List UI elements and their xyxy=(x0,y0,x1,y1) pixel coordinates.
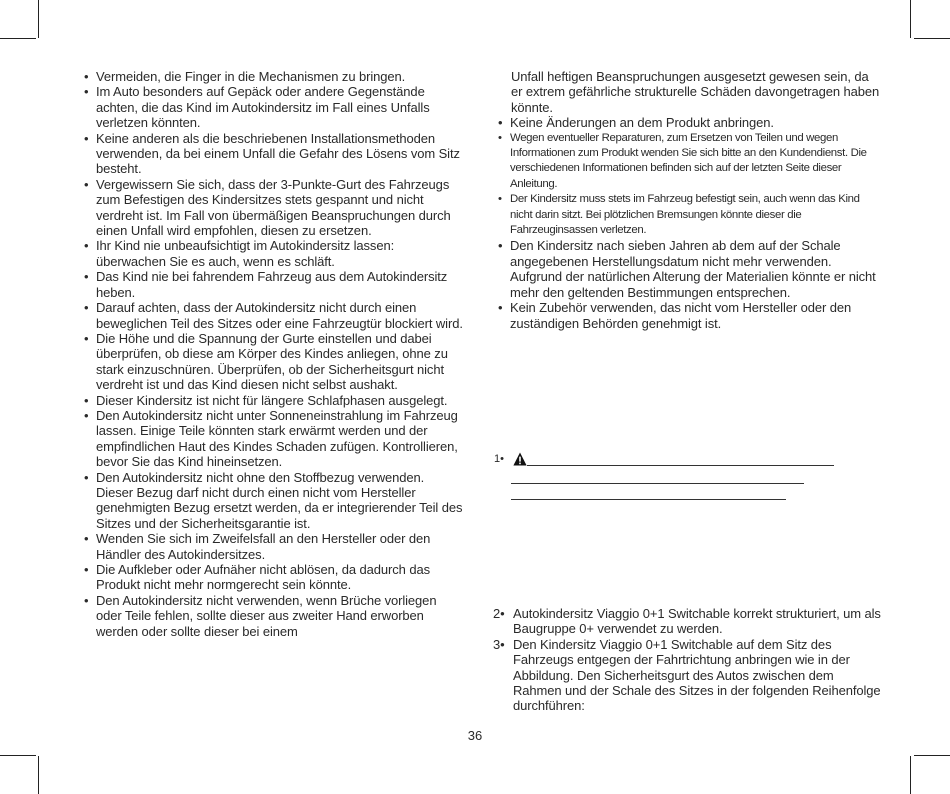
numbered-steps xyxy=(493,606,885,714)
bullet-item: • Dieser Kindersitz ist nicht für längere Schlafphasen ausgelegt. xyxy=(84,393,464,408)
crop-mark-bottom-right-horizontal xyxy=(914,755,950,756)
right-column xyxy=(498,69,883,331)
crop-mark-bottom-left-horizontal xyxy=(0,755,36,756)
blank-rule xyxy=(511,483,804,484)
left-column xyxy=(84,69,464,639)
bullet-item: • Den Autokindersitz nicht verwenden, wenn Brüche vorliegen oder Teile fehlen, sollte dieser aus zweiter Hand erworben werden oder sollte dieser bei einem xyxy=(84,593,464,639)
step-text: Autokindersitz Viaggio 0+1 Switchable korrekt strukturiert, um als Baugruppe 0+ verwendet zu werden. xyxy=(513,606,881,637)
bullet-item: • Der Kindersitz muss stets im Fahrzeug befestigt sein, auch wenn das Kind nicht darin sitzt. Bei plötzlichen Bremsungen könnte dieser die Fahrzeuginsassen verletzen. xyxy=(498,192,883,238)
crop-mark-bottom-left-vertical xyxy=(38,756,39,794)
warning-number: 1• xyxy=(494,453,504,465)
step-item xyxy=(493,606,885,637)
bullet-item: • Ihr Kind nie unbeaufsichtigt im Autokindersitz lassen: überwachen Sie es auch, wenn es schläft. xyxy=(84,238,464,269)
bullet-item: • Vergewissern Sie sich, dass der 3-Punkte-Gurt des Fahrzeugs zum Befestigen des Kindersitzes stets gespannt und nicht verdreht ist. Im Fall von übermäßigen Beanspruchungen durch einen Unfall wird empfohlen, diesen zu ersetzen. xyxy=(84,177,464,239)
step-item xyxy=(493,637,885,714)
bullet-item: • Keine anderen als die beschriebenen Installationsmethoden verwenden, da bei einem Unfall die Gefahr des Lösens vom Sitz besteht. xyxy=(84,131,464,177)
bullet-item: • Wenden Sie sich im Zweifelsfall an den Hersteller oder den Händler des Autokindersitzes. xyxy=(84,531,464,562)
bullet-item: • Die Aufkleber oder Aufnäher nicht ablösen, da dadurch das Produkt nicht mehr normgerecht sein könnte. xyxy=(84,562,464,593)
crop-mark-top-left-horizontal xyxy=(0,38,36,39)
bullet-item: • Den Autokindersitz nicht unter Sonneneinstrahlung im Fahrzeug lassen. Einige Teile könnten stark erwärmt werden und der empfindlichen Haut des Kindes Schaden zufügen. Kontrollieren, bevor Sie das Kind hineinsetzen. xyxy=(84,408,464,470)
crop-mark-bottom-right-vertical xyxy=(910,756,911,794)
bullet-item: • Den Autokindersitz nicht ohne den Stoffbezug verwenden. Dieser Bezug darf nicht durch einen nicht vom Hersteller genehmigten Bezug ersetzt werden, da er integrierender Teil des Sitzes und der Sicherheitsgarantie ist. xyxy=(84,470,464,532)
bullet-item: • Kein Zubehör verwenden, das nicht vom Hersteller oder den zuständigen Behörden genehmigt ist. xyxy=(498,300,883,331)
crop-mark-top-right-vertical xyxy=(910,0,911,38)
right-bullet-list xyxy=(498,115,883,331)
bullet-item: • Wegen eventueller Reparaturen, zum Ersetzen von Teilen und wegen Informationen zum Produkt wenden Sie sich bitte an den Kundendienst. Die verschiedenen Informationen befinden sich auf der letzten Seite dieser Anleitung. xyxy=(498,131,883,193)
bullet-item: • Den Kindersitz nach sieben Jahren ab dem auf der Schale angegebenen Herstellungsdatum nicht mehr verwenden. Aufgrund der natürlichen Alterung der Materialien könnte er nicht mehr den geltenden Bestimmungen entsprechen. xyxy=(498,238,883,300)
bullet-item: • Das Kind nie bei fahrendem Fahrzeug aus dem Autokindersitz heben. xyxy=(84,269,464,300)
page-number: 36 xyxy=(467,728,483,743)
blank-rule xyxy=(527,465,834,466)
bullet-item: • Die Höhe und die Spannung der Gurte einstellen und dabei überprüfen, ob diese am Körper des Kindes anliegen, ohne zu stark einzuschnüren. Überprüfen, ob der Sicherheitsgurt nicht verdreht ist und das Kind diesen nicht selbst aushakt. xyxy=(84,331,464,393)
blank-rule xyxy=(511,499,786,500)
step-number: 2• xyxy=(493,606,505,621)
crop-mark-top-right-horizontal xyxy=(914,38,950,39)
bullet-item: • Vermeiden, die Finger in die Mechanismen zu bringen. xyxy=(84,69,464,84)
bullet-item: • Keine Änderungen an dem Produkt anbringen. xyxy=(498,115,883,130)
crop-mark-top-left-vertical xyxy=(38,0,39,38)
left-bullet-list xyxy=(84,69,464,639)
bullet-item: • Im Auto besonders auf Gepäck oder andere Gegenstände achten, die das Kind im Autokindersitz im Fall eines Unfalls verletzen könnten. xyxy=(84,84,464,130)
continued-paragraph: Unfall heftigen Beanspruchungen ausgesetzt gewesen sein, da er extrem gefährliche strukturelle Schäden davongetragen haben könnte. xyxy=(511,69,880,115)
bullet-item: • Darauf achten, dass der Autokindersitz nicht durch einen beweglichen Teil des Sitzes oder eine Fahrzeugtür blockiert wird. xyxy=(84,300,464,331)
warning-triangle-icon xyxy=(513,452,527,466)
warning-block xyxy=(494,452,839,507)
step-text: Den Kindersitz Viaggio 0+1 Switchable auf dem Sitz des Fahrzeugs entgegen der Fahrtrichtung anbringen wie in der Abbildung. Den Sicherheitsgurt des Autos zwischen dem Rahmen und der Schale des Sitzes in der folgenden Reihenfolge durchführen: xyxy=(513,636,881,714)
step-number: 3• xyxy=(493,636,505,652)
